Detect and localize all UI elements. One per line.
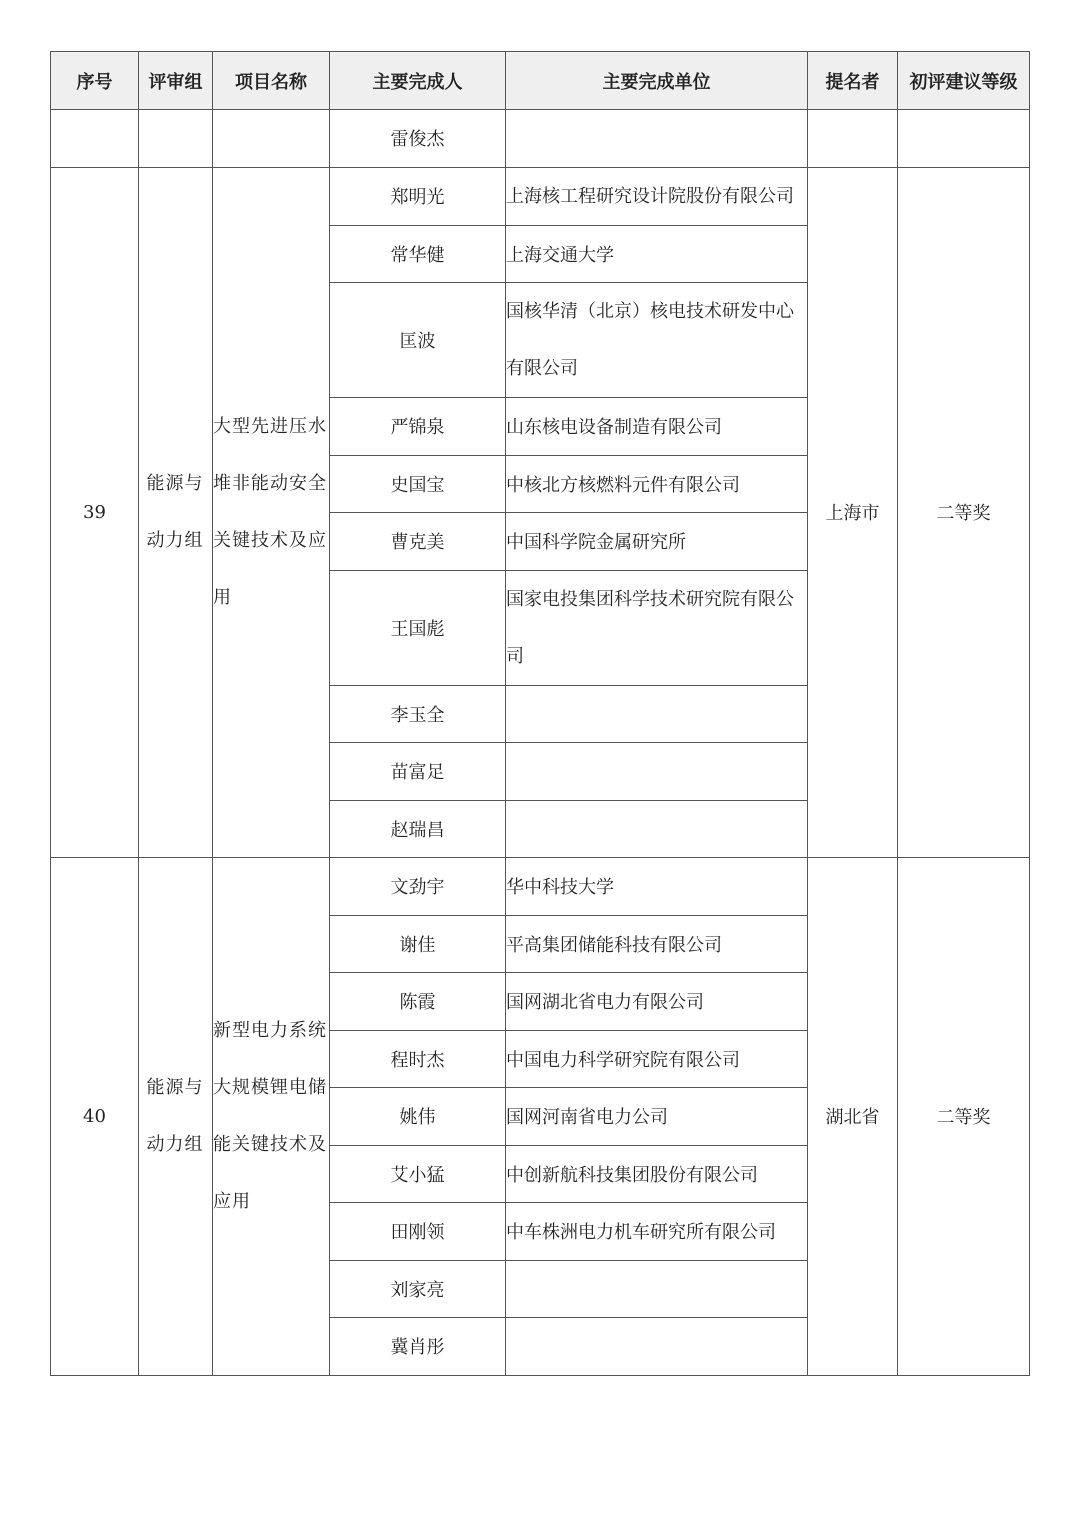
person-cell: 刘家亮 bbox=[330, 1260, 506, 1318]
unit-cell bbox=[506, 1318, 808, 1376]
person-cell: 李玉全 bbox=[330, 685, 506, 743]
person-cell: 文劲宇 bbox=[330, 858, 506, 916]
person-cell: 冀肖彤 bbox=[330, 1318, 506, 1376]
person-cell: 严锦泉 bbox=[330, 398, 506, 456]
header-person: 主要完成人 bbox=[330, 52, 506, 110]
unit-cell bbox=[506, 743, 808, 801]
header-level: 初评建议等级 bbox=[898, 52, 1030, 110]
unit-cell bbox=[506, 1260, 808, 1318]
person-cell: 曹克美 bbox=[330, 513, 506, 571]
unit-cell bbox=[506, 800, 808, 858]
level-cell: 二等奖 bbox=[898, 858, 1030, 1376]
group-text: 能源与动力组 bbox=[146, 1077, 204, 1156]
person-cell: 艾小猛 bbox=[330, 1145, 506, 1203]
unit-cell: 中国科学院金属研究所 bbox=[506, 513, 808, 571]
project-cell: 新型电力系统大规模锂电储能关键技术及应用 bbox=[213, 858, 330, 1376]
award-table bbox=[50, 51, 1030, 1376]
project-cell: 大型先进压水堆非能动安全关键技术及应用 bbox=[213, 167, 330, 858]
unit-cell: 中车株洲电力机车研究所有限公司 bbox=[506, 1203, 808, 1261]
unit-cell: 上海交通大学 bbox=[506, 225, 808, 283]
table-row bbox=[51, 110, 1030, 168]
person-cell: 姚伟 bbox=[330, 1088, 506, 1146]
no-cell bbox=[51, 110, 139, 168]
nominator-cell: 上海市 bbox=[808, 167, 898, 858]
person-cell: 王国彪 bbox=[330, 570, 506, 685]
person-cell: 匡波 bbox=[330, 283, 506, 398]
nominator-cell: 湖北省 bbox=[808, 858, 898, 1376]
group-cell bbox=[139, 167, 213, 858]
header-unit: 主要完成单位 bbox=[506, 52, 808, 110]
header-nominator: 提名者 bbox=[808, 52, 898, 110]
person-cell: 程时杰 bbox=[330, 1030, 506, 1088]
group-cell bbox=[139, 110, 213, 168]
header-row bbox=[51, 52, 1030, 110]
unit-cell bbox=[506, 685, 808, 743]
nominator-cell bbox=[808, 110, 898, 168]
person-cell: 苗富足 bbox=[330, 743, 506, 801]
no-cell: 39 bbox=[51, 167, 139, 858]
unit-cell: 平高集团储能科技有限公司 bbox=[506, 915, 808, 973]
table-row bbox=[51, 858, 1030, 916]
level-cell: 二等奖 bbox=[898, 167, 1030, 858]
header-project: 项目名称 bbox=[213, 52, 330, 110]
unit-cell: 中创新航科技集团股份有限公司 bbox=[506, 1145, 808, 1203]
unit-cell: 国网河南省电力公司 bbox=[506, 1088, 808, 1146]
group-cell bbox=[139, 858, 213, 1376]
person-cell: 陈霞 bbox=[330, 973, 506, 1031]
header-no: 序号 bbox=[51, 52, 139, 110]
unit-cell: 国核华清（北京）核电技术研发中心有限公司 bbox=[506, 283, 808, 398]
person-cell: 雷俊杰 bbox=[330, 110, 506, 168]
unit-cell: 中国电力科学研究院有限公司 bbox=[506, 1030, 808, 1088]
unit-cell: 华中科技大学 bbox=[506, 858, 808, 916]
person-cell: 郑明光 bbox=[330, 167, 506, 225]
unit-cell: 国家电投集团科学技术研究院有限公司 bbox=[506, 570, 808, 685]
unit-cell: 国网湖北省电力有限公司 bbox=[506, 973, 808, 1031]
unit-cell bbox=[506, 110, 808, 168]
no-cell: 40 bbox=[51, 858, 139, 1376]
table-row bbox=[51, 167, 1030, 225]
unit-cell: 山东核电设备制造有限公司 bbox=[506, 398, 808, 456]
person-cell: 常华健 bbox=[330, 225, 506, 283]
person-cell: 赵瑞昌 bbox=[330, 800, 506, 858]
person-cell: 田刚领 bbox=[330, 1203, 506, 1261]
group-text: 能源与动力组 bbox=[146, 473, 204, 552]
level-cell bbox=[898, 110, 1030, 168]
unit-cell: 上海核工程研究设计院股份有限公司 bbox=[506, 167, 808, 225]
header-group: 评审组 bbox=[139, 52, 213, 110]
unit-cell: 中核北方核燃料元件有限公司 bbox=[506, 455, 808, 513]
project-cell bbox=[213, 110, 330, 168]
person-cell: 谢佳 bbox=[330, 915, 506, 973]
person-cell: 史国宝 bbox=[330, 455, 506, 513]
